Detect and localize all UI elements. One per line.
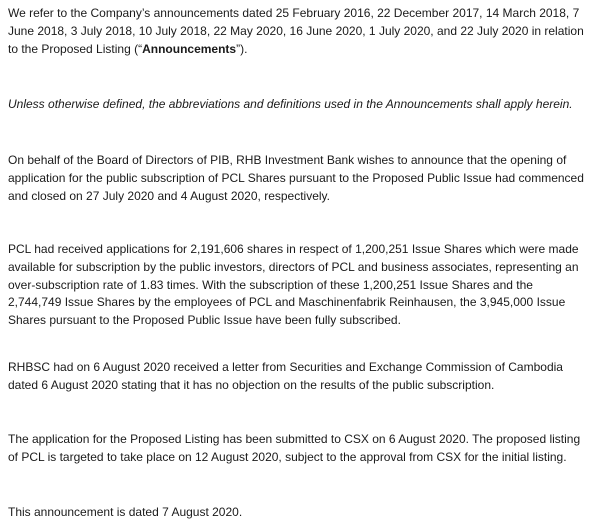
text-line: PCL had received applications for 2,191,606 shares in respect of 1,200,251 Issue Shares which were made <box>8 242 579 256</box>
listing-paragraph <box>8 431 592 467</box>
text-line: The application for the Proposed Listing has been submitted to CSX on 6 August 2020. The proposed listing <box>8 432 581 446</box>
text-fragment: ”). <box>236 41 248 56</box>
applications-paragraph <box>8 241 592 330</box>
text-line: over-subscription rate of 1.83 times. With the subscription of these 1,200,251 Issue Shares and the <box>8 277 533 292</box>
intro-paragraph <box>8 5 592 58</box>
text-line: 2,744,749 Issue Shares by the employees of PCL and Maschinenfabrik Reinhausen, the 3,945,000 Issue <box>8 295 566 310</box>
text-line: This announcement is dated 7 August 2020. <box>8 505 243 519</box>
definitions-paragraph <box>8 96 592 114</box>
date-paragraph <box>8 504 592 522</box>
text-line: dated 6 August 2020 stating that it has no objection on the results of the public subscription. <box>8 377 495 392</box>
text-line: and closed on 27 July 2020 and 4 August 2020, respectively. <box>8 188 331 203</box>
text-line: Unless otherwise defined, the abbreviations and definitions used in the Announcements shall apply herein. <box>8 97 573 111</box>
board-paragraph <box>8 152 592 205</box>
text-line: Shares pursuant to the Proposed Public Issue have been fully subscribed. <box>8 313 401 328</box>
text-line: application for the public subscription of PCL Shares pursuant to the Proposed Public Issue had commenced <box>8 170 584 185</box>
text-fragment: to the Proposed Listing (“ <box>8 41 143 56</box>
text-line: June 2018, 3 July 2018, 10 July 2018, 22 May 2020, 16 June 2020, 1 July 2020, and 22 July 2020 in relation <box>8 23 584 38</box>
text-line: available for subscription by the public investors, directors of PCL and business associates, representing an <box>8 259 579 274</box>
text-line <box>8 41 592 59</box>
text-line: We refer to the Company’s announcements dated 25 February 2016, 22 December 2017, 14 March 2018, 7 <box>8 6 580 20</box>
text-line: On behalf of the Board of Directors of PIB, RHB Investment Bank wishes to announce that the opening of <box>8 153 567 167</box>
secc-letter-paragraph <box>8 359 592 395</box>
text-line: RHBSC had on 6 August 2020 received a letter from Securities and Exchange Commission of Cambodia <box>8 360 563 374</box>
defined-term: Announcements <box>142 41 237 56</box>
text-line: of PCL is targeted to take place on 12 August 2020, subject to the approval from CSX for the initial listing. <box>8 449 567 464</box>
